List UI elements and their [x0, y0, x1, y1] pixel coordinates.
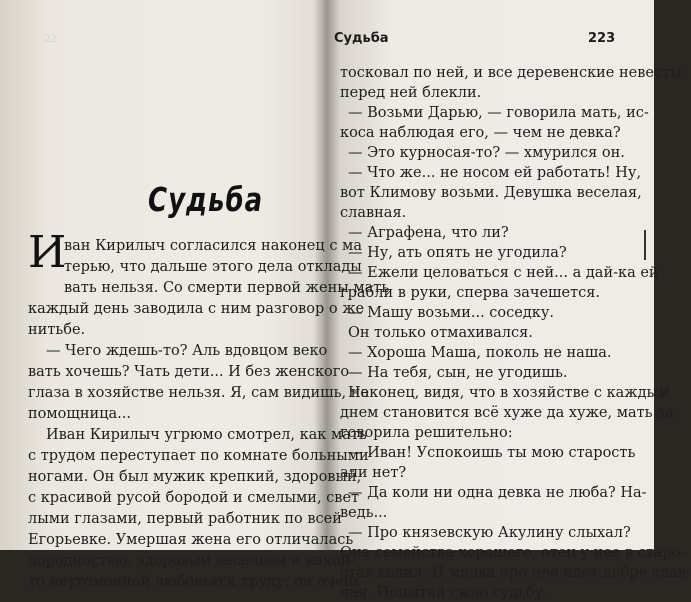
text-line: — Что же... не носом ей работать! Ну,	[348, 165, 642, 181]
chapter-title: Судьба	[148, 182, 264, 220]
text-line: коса наблюдая его, — чем не девка?	[340, 125, 621, 141]
page-edge-mark	[644, 230, 646, 260]
text-line: лыми глазами, первый работник по всей	[28, 511, 342, 527]
text-line: — Возьми Дарью, — говорила мать, ис-	[348, 105, 649, 121]
text-line: — Машу возьми... соседку.	[348, 305, 554, 321]
text-line: вот Климову возьми. Девушка веселая,	[340, 185, 642, 201]
text-line: с красивой русой бородой и смелыми, свет	[28, 490, 360, 506]
text-line: — Это курносая-то? — хмурился он.	[348, 145, 625, 161]
text-line: вать хочешь? Чать дети... И без женского	[28, 364, 350, 380]
text-line: — Чего ждешь-то? Аль вдовцом веко	[46, 343, 328, 359]
text-line: ногами. Он был мужик крепкий, здоровый,	[28, 469, 362, 485]
text-line: терью, что дальше этого дела отклады	[64, 259, 362, 275]
text-line: ведь...	[340, 505, 388, 521]
text-line: днем становится всё хуже да хуже, мать за-	[340, 405, 679, 421]
right-page	[330, 0, 691, 601]
text-line: — Аграфена, что ли?	[348, 225, 509, 241]
text-line: тосковал по ней, и все деревенские невесты	[340, 65, 682, 81]
text-line: то неугомонной любовью к труду; он очень	[28, 574, 362, 590]
drop-cap: И	[28, 227, 67, 278]
text-line: ная. Попытай свою судьбу.	[340, 585, 548, 601]
text-line: Наконец, видя, что в хозяйстве с каждым	[348, 385, 670, 401]
text-line: али нет?	[340, 465, 407, 481]
text-line: — На тебя, сын, не угодишь.	[348, 365, 568, 381]
running-head: Судьба	[334, 31, 389, 46]
text-line: с трудом переступает по комнате больными	[28, 448, 369, 464]
text-line: дородностью, здоровым весельем и какой-	[28, 553, 356, 569]
text-line: — Ну, ать опять не угодила?	[348, 245, 567, 261]
text-line: — Про князевскую Акулину слыхал?	[348, 525, 631, 541]
text-line: глаза в хозяйстве нельзя. Я, сам видишь, не	[28, 385, 369, 401]
text-line: говорила решительно:	[340, 425, 513, 441]
text-line: перед ней блекли.	[340, 85, 482, 101]
text-line: каждый день заводила с ним разговор о же	[28, 301, 365, 317]
text-line: славная.	[340, 205, 407, 221]
text-line: Иван Кирилыч угрюмо смотрел, как мать	[46, 427, 367, 443]
text-line: — Хороша Маша, поколь не наша.	[348, 345, 612, 361]
text-line: — Да коли ни одна девка не люба? На-	[348, 485, 647, 501]
text-line: нитьбе.	[28, 322, 86, 338]
text-line: вать нельзя. Со смерти первой жены мать	[64, 280, 390, 296]
text-line: Егорьевке. Умершая жена его отличалась	[28, 532, 354, 548]
text-line: Он только отмахивался.	[348, 325, 533, 341]
text-line: помощница...	[28, 406, 132, 422]
text-line: стах ходил. И молва про нее идет добре слав-	[340, 565, 691, 581]
page-number: 223	[588, 31, 616, 46]
text-line: ван Кирилыч согласился наконец с ма	[64, 238, 362, 254]
text-line: Она семейства хорошего, отец у нее в старо-	[340, 545, 686, 561]
text-line: — Ежели целоваться с ней... а дай-ка ей	[348, 265, 659, 281]
left-page-header-ghost: 22	[44, 34, 57, 45]
text-line: грабли в руки, сперва зачешется.	[340, 285, 601, 301]
text-line: — Иван! Успокоишь ты мою старость	[348, 445, 636, 461]
